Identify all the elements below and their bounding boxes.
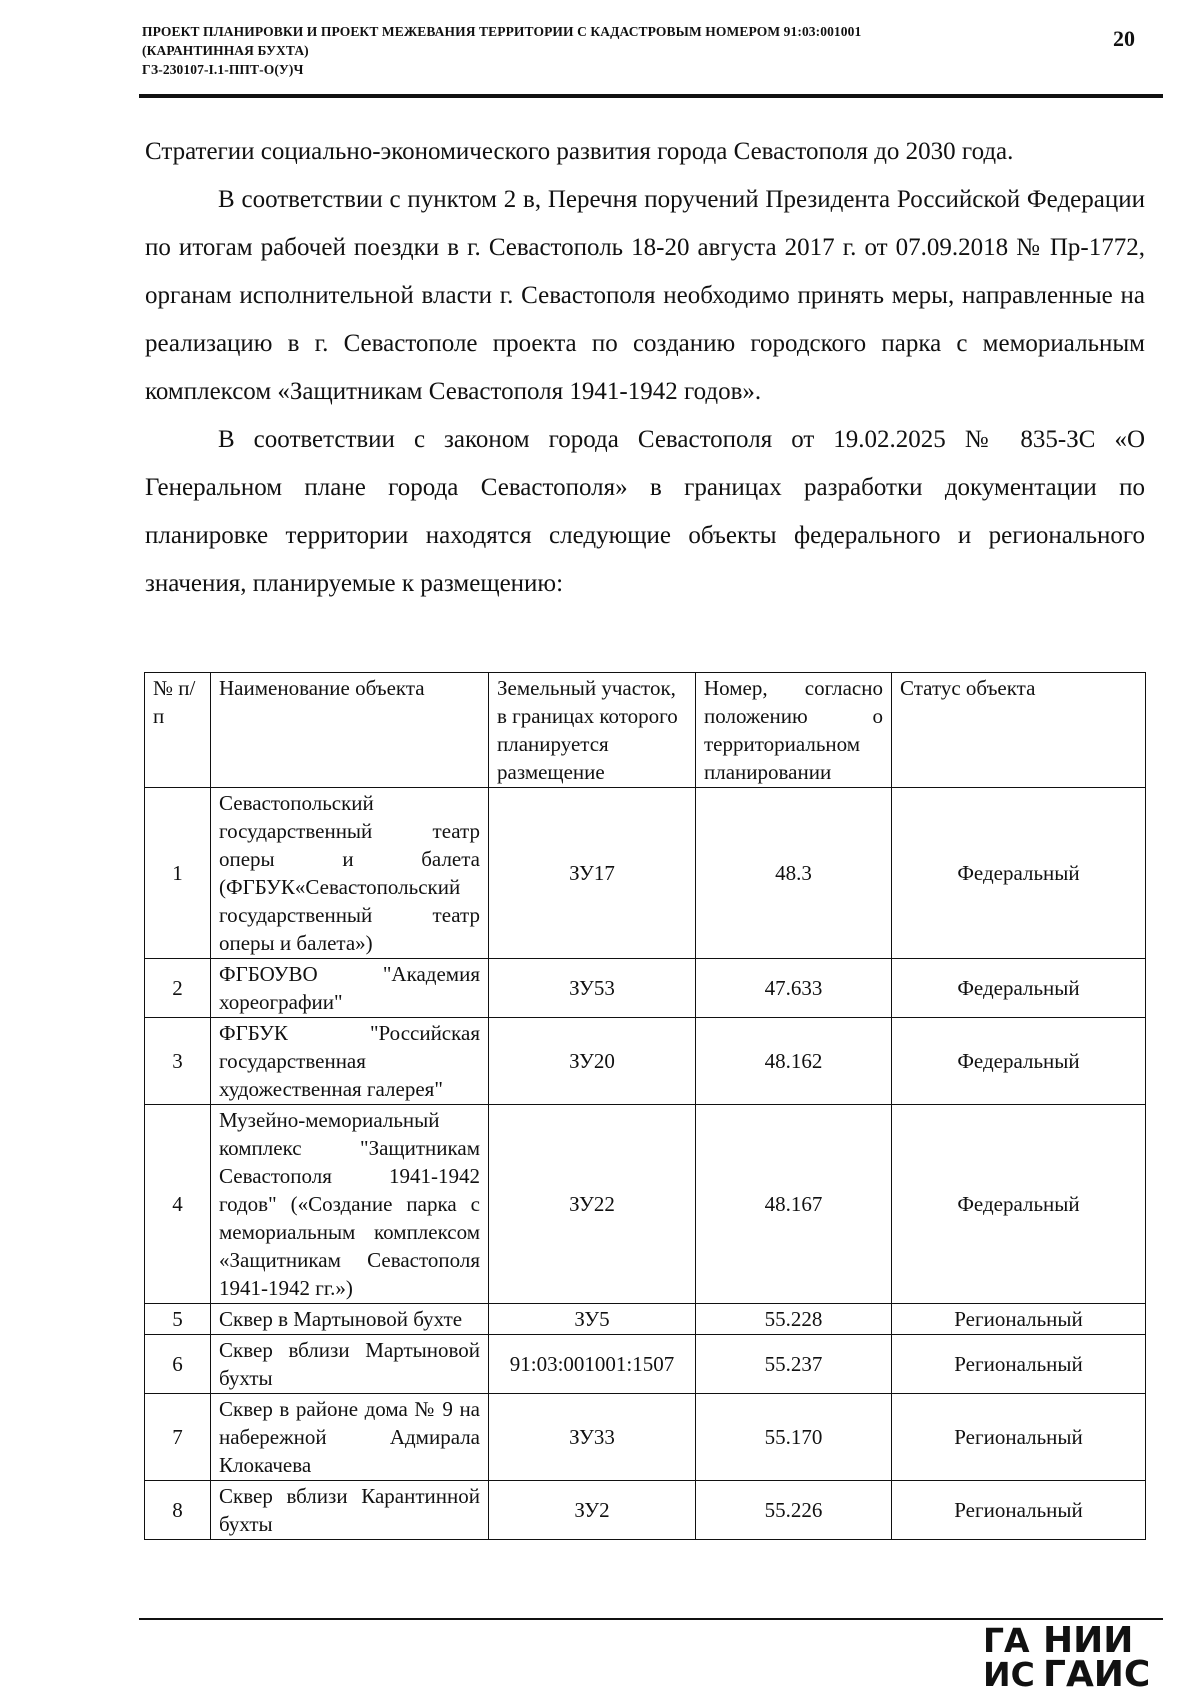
cell-planning-number: 47.633 — [696, 959, 892, 1018]
cell-status: Региональный — [892, 1304, 1146, 1335]
cell-land-plot: ЗУ22 — [489, 1105, 696, 1304]
page-number: 20 — [1113, 26, 1135, 51]
cell-num: 8 — [145, 1481, 211, 1540]
cell-num: 3 — [145, 1018, 211, 1105]
cell-land-plot: ЗУ2 — [489, 1481, 696, 1540]
body-text — [145, 128, 1145, 608]
header-plot: Земельный участок, в границах которого планируется размещение — [489, 673, 696, 788]
cell-num: 5 — [145, 1304, 211, 1335]
table-row — [145, 1018, 1146, 1105]
cell-status: Федеральный — [892, 959, 1146, 1018]
cell-num: 1 — [145, 788, 211, 959]
cell-land-plot: ЗУ33 — [489, 1394, 696, 1481]
cell-planning-number: 55.226 — [696, 1481, 892, 1540]
cell-status: Региональный — [892, 1481, 1146, 1540]
table-row — [145, 1304, 1146, 1335]
paragraph-1: Стратегии социально-экономического развития города Севастополя до 2030 года. — [145, 138, 1014, 165]
cell-status: Федеральный — [892, 788, 1146, 959]
cell-num: 2 — [145, 959, 211, 1018]
table-header-row — [145, 673, 1146, 788]
header-document-code: ГЗ-230107-I.1-ППТ-О(У)Ч — [142, 62, 304, 77]
cell-object-name: Сквер в районе дома № 9 на набережной Адмирала Клокачева — [211, 1394, 489, 1481]
cell-land-plot: ЗУ5 — [489, 1304, 696, 1335]
header-num: № п/п — [145, 673, 211, 788]
cell-object-name: Сквер вблизи Мартыновой бухты — [211, 1335, 489, 1394]
header-name: Наименование объекта — [211, 673, 489, 788]
cell-land-plot: 91:03:001001:1507 — [489, 1335, 696, 1394]
cell-status: Федеральный — [892, 1105, 1146, 1304]
paragraph-3: В соответствии с законом города Севастополя от 19.02.2025 № 835-ЗС «О Генеральном плане города Севастополя» в границах разработки документации по планировке территории находятся следующие объекты федерального и регионального значения, планируемые к размещению: — [145, 426, 1145, 597]
cell-object-name: Музейно-мемориальный комплекс "Защитникам Севастополя 1941-1942 годов" («Создание парка с мемориальным комплексом «Защитникам Севастополя 1941-1942 гг.») — [211, 1105, 489, 1304]
cell-planning-number: 48.167 — [696, 1105, 892, 1304]
cell-status: Федеральный — [892, 1018, 1146, 1105]
table-row — [145, 1105, 1146, 1304]
cell-num: 7 — [145, 1394, 211, 1481]
header-number: Номер, согласно положению о территориальном планировании — [696, 673, 892, 788]
logo-text-2-left: ИС — [983, 1655, 1035, 1690]
header-status: Статус объекта — [892, 673, 1146, 788]
cell-land-plot: ЗУ17 — [489, 788, 696, 959]
header-title-line-2: (КАРАНТИННАЯ БУХТА) — [142, 43, 309, 58]
cell-object-name: Сквер в Мартыновой бухте — [211, 1304, 489, 1335]
footer-divider — [139, 1618, 1163, 1620]
header-divider — [139, 94, 1163, 98]
cell-status: Региональный — [892, 1394, 1146, 1481]
logo-text-1-right: НИИ — [1043, 1622, 1134, 1661]
niigais-logo — [983, 1622, 1163, 1690]
cell-object-name: ФГБУК "Российская государственная художественная галерея" — [211, 1018, 489, 1105]
cell-num: 4 — [145, 1105, 211, 1304]
cell-planning-number: 55.170 — [696, 1394, 892, 1481]
objects-table — [144, 672, 1146, 1540]
logo-text-1-left: ГА — [983, 1622, 1030, 1660]
table-row — [145, 1335, 1146, 1394]
header-title-line-1: ПРОЕКТ ПЛАНИРОВКИ И ПРОЕКТ МЕЖЕВАНИЯ ТЕРРИТОРИИ С КАДАСТРОВЫМ НОМЕРОМ 91:03:001001 — [142, 24, 862, 39]
table-body — [145, 788, 1146, 1540]
table-row — [145, 959, 1146, 1018]
table-row — [145, 1481, 1146, 1540]
cell-land-plot: ЗУ20 — [489, 1018, 696, 1105]
paragraph-2: В соответствии с пунктом 2 в, Перечня поручений Президента Российской Федерации по итогам рабочей поездки в г. Севастополь 18-20 августа 2017 г. от 07.09.2018 № Пр-1772, органам исполнительной власти г. Севастополя необходимо принять меры, направленные на реализацию в г. Севастополе проекта по созданию городского парка с мемориальным комплексом «Защитникам Севастополя 1941-1942 годов». — [145, 186, 1145, 405]
cell-planning-number: 48.162 — [696, 1018, 892, 1105]
table-row — [145, 788, 1146, 959]
cell-status: Региональный — [892, 1335, 1146, 1394]
document-header — [142, 22, 1072, 79]
cell-land-plot: ЗУ53 — [489, 959, 696, 1018]
cell-num: 6 — [145, 1335, 211, 1394]
cell-planning-number: 55.237 — [696, 1335, 892, 1394]
table-row — [145, 1394, 1146, 1481]
cell-planning-number: 48.3 — [696, 788, 892, 959]
cell-planning-number: 55.228 — [696, 1304, 892, 1335]
cell-object-name: Сквер вблизи Карантинной бухты — [211, 1481, 489, 1540]
logo-text-2-right: ГАИС — [1043, 1654, 1151, 1690]
cell-object-name: ФГБОУВО "Академия хореографии" — [211, 959, 489, 1018]
cell-object-name: Севастопольский государственный театр оперы и балета (ФГБУК«Севастопольский государственный театр оперы и балета») — [211, 788, 489, 959]
